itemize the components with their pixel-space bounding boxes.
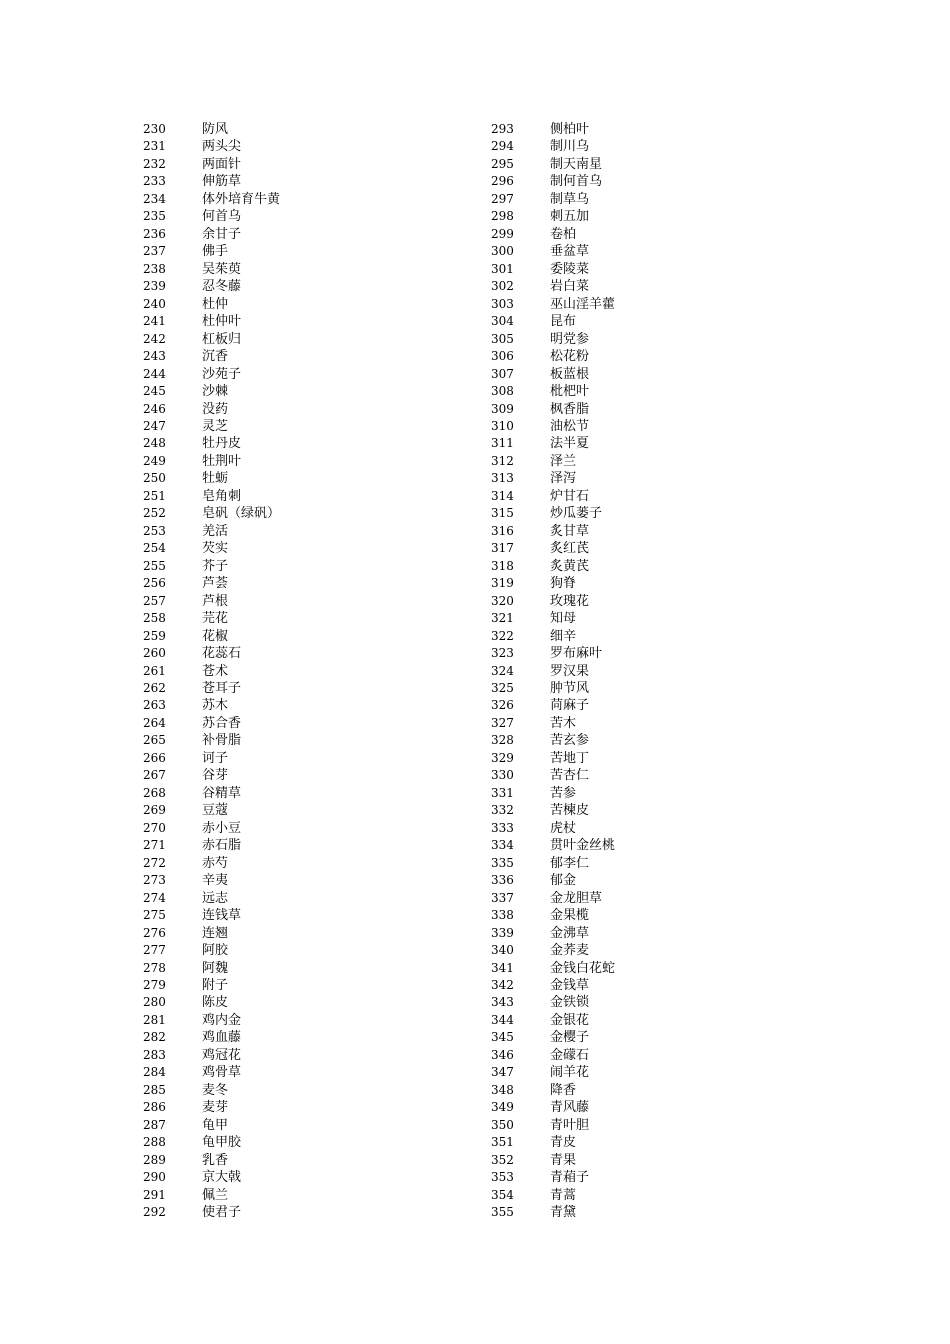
herb-name: 巫山淫羊藿 <box>550 296 616 312</box>
herb-name: 刺五加 <box>550 209 590 225</box>
herb-name: 知母 <box>550 611 577 627</box>
herb-name: 芥子 <box>202 558 229 574</box>
item-number: 336 <box>491 873 514 888</box>
item-number: 331 <box>491 785 514 800</box>
herb-name: 松花粉 <box>550 349 590 365</box>
item-number: 343 <box>491 995 514 1010</box>
item-number: 269 <box>143 803 166 818</box>
herb-name: 苦玄参 <box>550 733 590 749</box>
item-number: 337 <box>491 890 514 905</box>
item-number: 303 <box>491 296 514 311</box>
item-number: 282 <box>143 1030 166 1045</box>
item-number: 308 <box>491 384 514 399</box>
herb-name: 补骨脂 <box>202 733 242 749</box>
herb-name: 肿节风 <box>550 681 590 696</box>
herb-name: 枇杷叶 <box>550 384 590 400</box>
item-number: 289 <box>143 1152 166 1167</box>
herb-name: 金银花 <box>550 1012 590 1028</box>
item-number: 315 <box>491 506 514 521</box>
herb-name: 青葙子 <box>550 1170 590 1186</box>
herb-name: 没药 <box>202 401 229 417</box>
item-number: 260 <box>143 646 166 661</box>
item-number: 254 <box>143 541 166 556</box>
item-number: 241 <box>143 314 166 329</box>
item-number: 246 <box>143 401 166 416</box>
item-number: 278 <box>143 960 166 975</box>
item-number: 302 <box>491 279 514 294</box>
herb-name: 制天南星 <box>550 156 603 172</box>
item-number: 297 <box>491 191 514 206</box>
herb-name: 使君子 <box>202 1205 242 1221</box>
herb-name: 金铁锁 <box>550 995 590 1011</box>
item-number: 288 <box>143 1135 166 1150</box>
herb-name: 麦芽 <box>202 1100 229 1116</box>
item-number: 270 <box>143 820 166 835</box>
item-number: 351 <box>491 1135 514 1150</box>
herb-name: 罗布麻叶 <box>550 646 603 662</box>
item-number: 238 <box>143 261 166 276</box>
herb-name: 远志 <box>202 890 229 906</box>
herb-name: 羌活 <box>202 523 229 539</box>
herb-name: 沉香 <box>202 349 229 365</box>
item-number: 255 <box>143 558 166 573</box>
item-number: 294 <box>491 139 514 154</box>
item-number: 250 <box>143 471 166 486</box>
herb-name: 佩兰 <box>202 1187 229 1203</box>
herb-name: 余甘子 <box>202 226 242 242</box>
herb-name: 明党参 <box>550 331 590 347</box>
item-number: 239 <box>143 279 166 294</box>
herb-name: 板蓝根 <box>550 366 590 382</box>
herb-name: 赤小豆 <box>202 820 242 836</box>
item-number: 290 <box>143 1170 166 1185</box>
item-number: 341 <box>491 960 514 975</box>
herb-name: 苍术 <box>202 663 229 679</box>
herb-name: 苘麻子 <box>550 698 590 714</box>
item-number: 332 <box>491 803 514 818</box>
herb-name: 枫香脂 <box>550 401 590 417</box>
herb-name: 青蒿 <box>550 1187 577 1203</box>
herb-name: 附子 <box>202 977 229 993</box>
item-number: 286 <box>143 1100 166 1115</box>
item-number: 299 <box>491 226 514 241</box>
herb-name: 赤石脂 <box>202 838 242 854</box>
herb-name: 炒瓜蒌子 <box>550 506 603 522</box>
item-number: 248 <box>143 436 166 451</box>
item-number: 324 <box>491 663 514 678</box>
herb-name: 阿胶 <box>202 943 229 959</box>
item-number: 236 <box>143 226 166 241</box>
item-number: 259 <box>143 628 166 643</box>
item-number: 276 <box>143 925 166 940</box>
item-number: 272 <box>143 855 166 870</box>
item-number: 284 <box>143 1065 166 1080</box>
item-number: 330 <box>491 768 514 783</box>
herb-name: 诃子 <box>202 750 229 766</box>
herb-name: 牡蛎 <box>202 471 229 487</box>
herb-name: 炙黄芪 <box>550 558 590 574</box>
herb-name: 狗脊 <box>550 576 577 592</box>
item-number: 235 <box>143 209 166 224</box>
item-number: 237 <box>143 244 166 259</box>
item-number: 301 <box>491 261 514 276</box>
item-number: 295 <box>491 156 514 171</box>
herb-name: 牡丹皮 <box>202 436 242 452</box>
herb-name: 陈皮 <box>202 995 229 1011</box>
item-number: 258 <box>143 611 166 626</box>
herb-name: 灵芝 <box>202 418 229 434</box>
item-number: 339 <box>491 925 514 940</box>
herb-name: 苦楝皮 <box>550 803 590 819</box>
item-number: 344 <box>491 1012 514 1027</box>
item-number: 281 <box>143 1012 166 1027</box>
herb-name: 何首乌 <box>202 209 242 225</box>
herb-name: 龟甲 <box>202 1117 229 1133</box>
item-number: 350 <box>491 1117 514 1132</box>
item-number: 307 <box>491 366 514 381</box>
item-number: 287 <box>143 1117 166 1132</box>
herb-name: 鸡内金 <box>202 1012 242 1028</box>
item-number: 309 <box>491 401 514 416</box>
herb-name: 龟甲胶 <box>202 1135 242 1151</box>
item-number: 318 <box>491 558 514 573</box>
item-number: 263 <box>143 698 166 713</box>
item-number: 321 <box>491 611 514 626</box>
item-number: 346 <box>491 1047 514 1062</box>
item-number: 348 <box>491 1082 514 1097</box>
herb-name: 连翘 <box>202 925 229 941</box>
herb-name: 苦杏仁 <box>550 768 590 784</box>
herb-name: 佛手 <box>202 244 229 260</box>
herb-name: 花蕊石 <box>202 646 242 662</box>
herb-name: 细辛 <box>550 628 577 644</box>
herb-name: 青叶胆 <box>550 1117 590 1133</box>
herb-name: 谷芽 <box>202 768 229 784</box>
item-number: 240 <box>143 296 166 311</box>
herb-name: 昆布 <box>550 314 577 330</box>
item-number: 277 <box>143 943 166 958</box>
item-number: 355 <box>491 1205 514 1220</box>
herb-name: 玫瑰花 <box>550 593 590 609</box>
herb-name: 泽兰 <box>550 453 577 469</box>
herb-name: 制草乌 <box>550 191 590 207</box>
item-number: 256 <box>143 576 166 591</box>
herb-name: 连钱草 <box>202 908 242 924</box>
item-number: 252 <box>143 506 166 521</box>
herb-name: 制何首乌 <box>550 174 603 190</box>
herb-name: 郁李仁 <box>550 855 590 871</box>
herb-name: 麦冬 <box>202 1082 229 1098</box>
herb-name: 两头尖 <box>202 139 242 155</box>
herb-name: 杠板归 <box>202 331 242 347</box>
item-number: 249 <box>143 453 166 468</box>
herb-name: 贯叶金丝桃 <box>550 838 616 854</box>
item-number: 274 <box>143 890 166 905</box>
item-number: 266 <box>143 750 166 765</box>
item-number: 304 <box>491 314 514 329</box>
herb-name: 苦地丁 <box>550 750 590 766</box>
herb-name: 牡荆叶 <box>202 453 242 469</box>
herb-name: 沙苑子 <box>202 366 242 382</box>
herb-name: 制川乌 <box>550 139 590 155</box>
item-number: 257 <box>143 593 166 608</box>
item-number: 347 <box>491 1065 514 1080</box>
herb-name: 岩白菜 <box>550 279 590 295</box>
herb-name: 垂盆草 <box>550 244 590 260</box>
herb-name: 鸡血藤 <box>202 1030 242 1046</box>
herb-name: 金樱子 <box>550 1030 590 1046</box>
herb-name: 苍耳子 <box>202 681 242 696</box>
herb-name: 苏木 <box>202 698 229 714</box>
herb-name: 卷柏 <box>550 226 577 242</box>
herb-name: 豆蔻 <box>202 803 229 819</box>
herb-name: 乳香 <box>202 1152 229 1168</box>
item-number: 314 <box>491 488 514 503</box>
item-number: 306 <box>491 349 514 364</box>
item-number: 267 <box>143 768 166 783</box>
herb-name: 芦荟 <box>202 576 229 592</box>
herb-name: 沙棘 <box>202 384 229 400</box>
herb-name: 金钱草 <box>550 977 590 993</box>
herb-name: 炉甘石 <box>550 488 590 504</box>
item-number: 311 <box>491 436 514 451</box>
item-number: 349 <box>491 1100 514 1115</box>
item-number: 280 <box>143 995 166 1010</box>
herb-name: 伸筋草 <box>202 174 242 190</box>
herb-name: 金礞石 <box>550 1047 590 1063</box>
item-number: 264 <box>143 715 166 730</box>
herb-name: 鸡冠花 <box>202 1047 242 1063</box>
item-number: 353 <box>491 1170 514 1185</box>
item-number: 335 <box>491 855 514 870</box>
herb-name: 赤芍 <box>202 855 229 871</box>
herb-name: 芡实 <box>202 541 229 557</box>
item-number: 322 <box>491 628 514 643</box>
item-number: 261 <box>143 663 166 678</box>
herb-name: 法半夏 <box>550 436 590 452</box>
item-number: 338 <box>491 908 514 923</box>
herb-name: 油松节 <box>550 418 590 434</box>
item-number: 275 <box>143 908 166 923</box>
herb-name: 青风藤 <box>550 1100 590 1116</box>
herb-name: 苦木 <box>550 715 577 731</box>
herb-name: 吴茱萸 <box>202 261 242 277</box>
item-number: 352 <box>491 1152 514 1167</box>
item-number: 327 <box>491 715 514 730</box>
item-number: 279 <box>143 977 166 992</box>
herb-name: 鸡骨草 <box>202 1065 242 1081</box>
item-number: 333 <box>491 820 514 835</box>
item-number: 262 <box>143 681 166 695</box>
item-number: 271 <box>143 838 166 853</box>
item-number: 293 <box>491 122 514 136</box>
herb-name: 金果榄 <box>550 908 590 924</box>
herb-name: 杜仲叶 <box>202 314 242 330</box>
item-number: 247 <box>143 418 166 433</box>
item-number: 320 <box>491 593 514 608</box>
item-number: 298 <box>491 209 514 224</box>
herb-name: 阿魏 <box>202 960 229 976</box>
herb-name: 花椒 <box>202 628 229 644</box>
item-number: 342 <box>491 977 514 992</box>
item-number: 316 <box>491 523 514 538</box>
herb-name: 防风 <box>202 122 229 137</box>
herb-name: 芫花 <box>202 611 229 627</box>
herb-name: 苏合香 <box>202 715 242 731</box>
item-number: 243 <box>143 349 166 364</box>
item-number: 319 <box>491 576 514 591</box>
item-number: 283 <box>143 1047 166 1062</box>
item-number: 251 <box>143 488 166 503</box>
item-number: 345 <box>491 1030 514 1045</box>
item-number: 268 <box>143 785 166 800</box>
item-number: 328 <box>491 733 514 748</box>
item-number: 233 <box>143 174 166 189</box>
item-number: 326 <box>491 698 514 713</box>
item-number: 310 <box>491 418 514 433</box>
item-number: 265 <box>143 733 166 748</box>
item-number: 292 <box>143 1205 166 1220</box>
herb-name: 皂矾（绿矾） <box>202 506 281 522</box>
item-number: 234 <box>143 191 166 206</box>
herb-name: 委陵菜 <box>550 261 590 277</box>
herb-name: 罗汉果 <box>550 663 590 679</box>
herb-name: 京大戟 <box>202 1170 242 1186</box>
herb-name: 青果 <box>550 1152 577 1168</box>
herb-name: 金荞麦 <box>550 943 590 959</box>
item-number: 334 <box>491 838 514 853</box>
item-number: 325 <box>491 681 514 695</box>
herb-name: 两面针 <box>202 156 242 172</box>
item-number: 313 <box>491 471 514 486</box>
item-number: 242 <box>143 331 166 346</box>
item-number: 291 <box>143 1187 166 1202</box>
item-number: 231 <box>143 139 166 154</box>
item-number: 230 <box>143 122 166 136</box>
herb-name: 金沸草 <box>550 925 590 941</box>
herb-name: 青皮 <box>550 1135 577 1151</box>
item-number: 312 <box>491 453 514 468</box>
herb-name: 皂角刺 <box>202 488 242 504</box>
herb-name: 辛夷 <box>202 873 229 889</box>
item-number: 317 <box>491 541 514 556</box>
herb-name: 苦参 <box>550 785 577 801</box>
herb-name: 谷精草 <box>202 785 242 801</box>
item-number: 305 <box>491 331 514 346</box>
item-number: 329 <box>491 750 514 765</box>
herb-name: 炙红芪 <box>550 541 590 557</box>
herb-name: 青黛 <box>550 1205 577 1221</box>
item-number: 300 <box>491 244 514 259</box>
item-number: 323 <box>491 646 514 661</box>
item-number: 244 <box>143 366 166 381</box>
herb-name: 芦根 <box>202 593 229 609</box>
herb-name: 金龙胆草 <box>550 890 603 906</box>
herb-name: 金钱白花蛇 <box>550 960 616 976</box>
item-number: 354 <box>491 1187 514 1202</box>
herb-name: 炙甘草 <box>550 523 590 539</box>
item-number: 285 <box>143 1082 166 1097</box>
item-number: 253 <box>143 523 166 538</box>
item-number: 245 <box>143 384 166 399</box>
herb-name: 闹羊花 <box>550 1065 590 1081</box>
item-number: 296 <box>491 174 514 189</box>
herb-name: 体外培育牛黄 <box>202 191 281 207</box>
herb-name: 泽泻 <box>550 471 577 487</box>
herb-name: 侧柏叶 <box>550 122 590 137</box>
item-number: 273 <box>143 873 166 888</box>
item-number: 340 <box>491 943 514 958</box>
item-number: 232 <box>143 156 166 171</box>
herb-name: 杜仲 <box>202 296 229 312</box>
herb-name: 郁金 <box>550 873 577 889</box>
herb-name: 忍冬藤 <box>202 279 242 295</box>
herb-name: 虎杖 <box>550 820 577 836</box>
herb-name: 降香 <box>550 1082 577 1098</box>
